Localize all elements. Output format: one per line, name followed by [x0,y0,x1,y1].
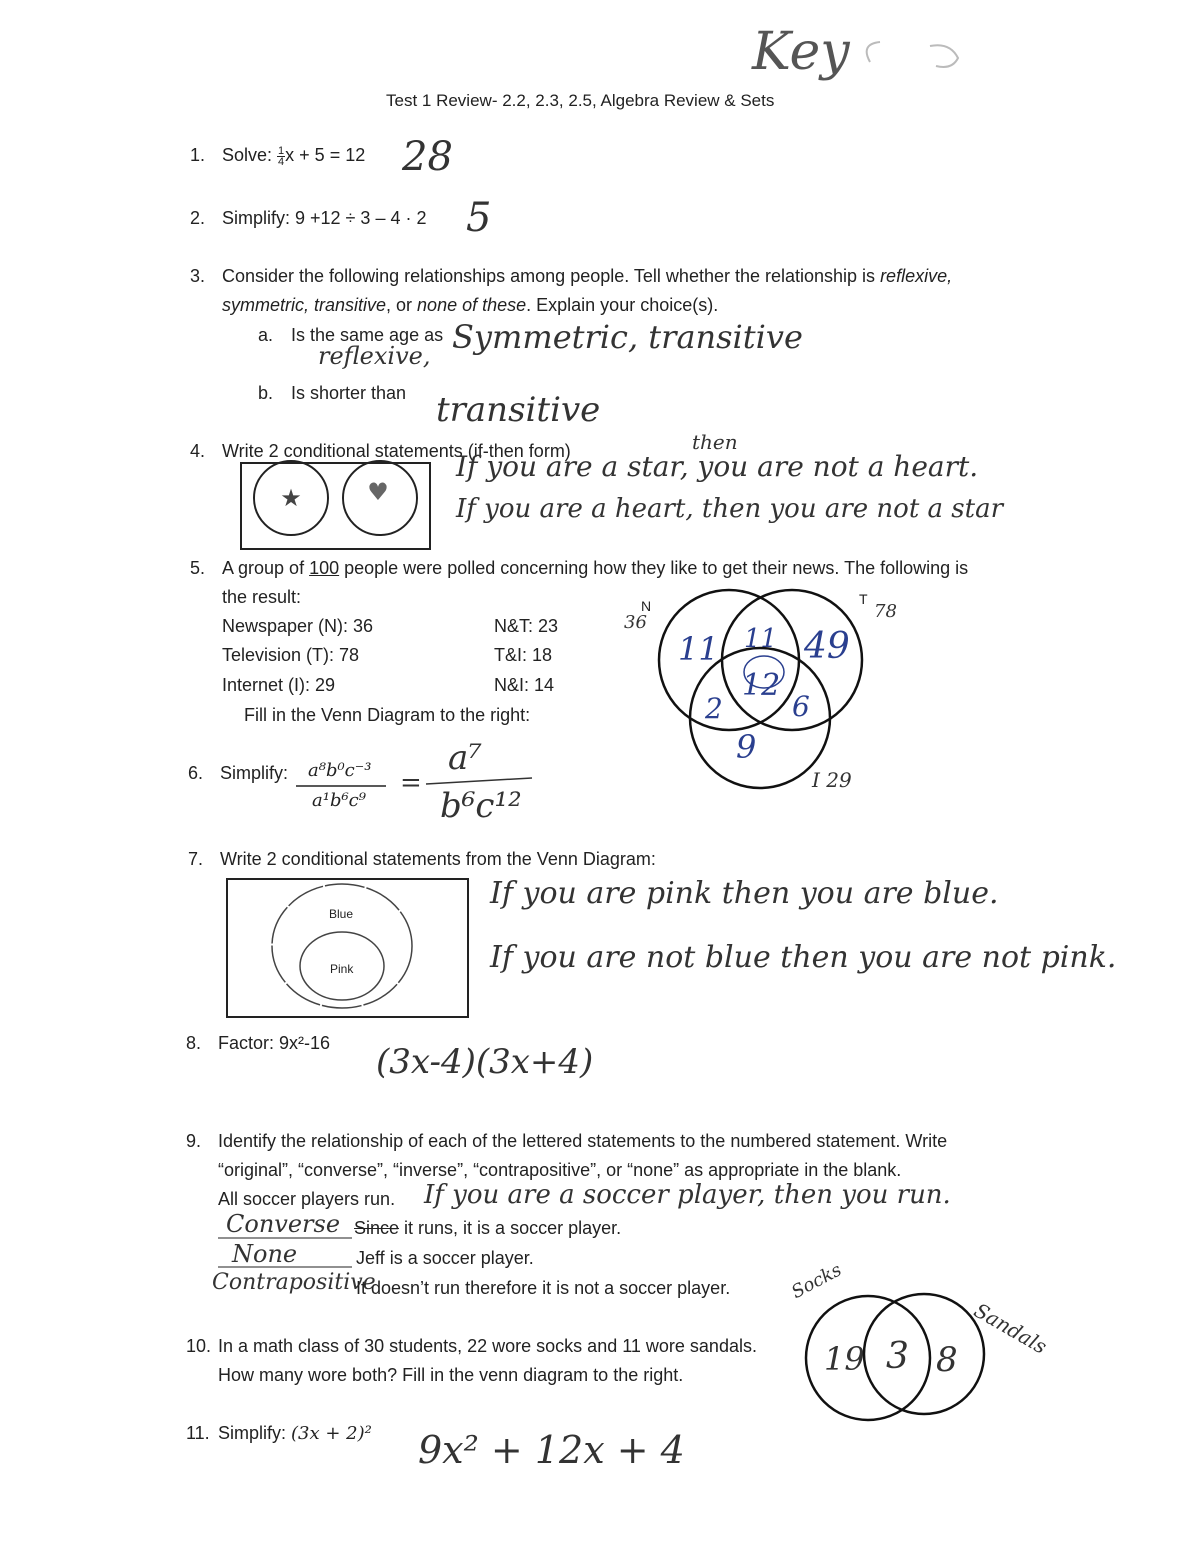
q3a-text: Is the same age as [291,325,444,345]
key-circle-mark [867,42,958,67]
venn3-ti-only: 6 [792,690,810,723]
venn2-circle-sandals [864,1294,984,1414]
q3b-text: Is shorter than [291,383,407,403]
q7-box [227,879,468,1017]
venn3-nt-only: 11 [744,624,778,654]
venn3-circle-t [722,590,862,730]
q2-number: 2. [190,208,206,228]
q9-s3-answer: Contrapositive [212,1270,376,1295]
q4-star-icon: ★ [280,484,302,512]
q6-equals: = [400,768,422,798]
q4-number: 4. [190,441,206,461]
q7-outer-label: Blue [329,907,354,921]
q2-answer: 5 [466,195,492,241]
venn2-circle-socks [806,1296,930,1420]
q4-box [241,463,430,549]
q9-premise-answer: If you are a soccer player, then you run. [424,1180,951,1210]
q6-answer-fraction-bar [426,778,532,784]
q6-label: Simplify: [220,763,289,783]
q10-question-line2: How many wore both? Fill in the venn diagram to the right. [218,1365,684,1385]
q5-nt: N&T: 23 [494,616,559,636]
q5-number: 5. [190,558,206,578]
q7-answer-2: If you are not blue then you are not pink. [490,940,1117,975]
q5-newspaper: Newspaper (N): 36 [222,616,374,636]
q11-answer: 9x² + 12x + 4 [418,1428,685,1472]
venn2-label-socks: Socks [788,1259,846,1303]
q9-s2-statement: Jeff is a soccer player. [356,1248,534,1268]
q5-television: Television (T): 78 [222,645,360,665]
q3-question-line1: Consider the following relationships among people. Tell whether the relationship is reflexive, [222,266,953,286]
q5-question-line1: A group of 100 people were polled concerning how they like to get their news. The following is [222,558,969,578]
q1-answer: 28 [402,134,453,180]
q9-question-line2: “original”, “converse”, “inverse”, “contrapositive”, or “none” as appropriate in the blank. [218,1160,902,1180]
venn3-n-only: 11 [678,630,719,668]
q9-s1-answer: Converse [226,1210,341,1238]
q8-answer: (3x-4)(3x+4) [376,1042,594,1082]
venn3-label-n: N [641,598,652,614]
q7-answer-1: If you are pink then you are blue. [490,876,999,911]
q1-label: Solve: [222,145,273,165]
q9-s2-answer: None [232,1240,298,1268]
venn3-i-only: 9 [736,728,757,766]
q9-premise: All soccer players run. [218,1189,396,1209]
q7-inner-label: Pink [330,962,354,976]
venn3-i-total: I 29 [812,768,852,792]
q1-rest: x + 5 = 12 [285,145,366,165]
q5-question-line2: the result: [222,587,302,607]
q6-numerator: a⁸b⁰c⁻³ [308,760,372,781]
page-title: Test 1 Review- 2.2, 2.3, 2.5, Algebra Review & Sets [386,91,775,110]
q4-answer-insert: then [692,430,738,454]
q1-number: 1. [190,145,206,165]
q5-instruction: Fill in the Venn Diagram to the right: [244,705,531,725]
venn3-t-only: 49 [804,626,850,667]
q2-question: Simplify: 9 +12 ÷ 3 – 4 · 2 [222,208,427,228]
venn3-circle-i [690,648,830,788]
q6-number: 6. [188,763,204,783]
q9-s3-statement: It doesn’t run therefore it is not a soccer player. [356,1278,731,1298]
venn3-n-total: 36 [624,612,647,633]
venn2-both: 3 [886,1336,909,1377]
q4-question: Write 2 conditional statements (if-then form) [222,441,571,461]
q5-ni: N&I: 14 [494,675,555,695]
q3b-answer: transitive [436,390,601,430]
q7-number: 7. [188,849,204,869]
q6-answer-numerator: a⁷ [448,738,482,778]
q3a-label: a. [258,325,274,345]
q4-answer-1: If you are a star, you are not a heart. [456,450,979,483]
q10-number: 10. [186,1336,212,1356]
venn3-label-t: T [859,591,868,607]
venn3-t-total: 78 [874,601,897,622]
q6-denominator: a¹b⁶c⁹ [312,790,366,811]
q3a-answer-insert: reflexive, [318,342,431,370]
q8-question: Factor: 9x²-16 [218,1033,331,1053]
q3b-label: b. [258,383,274,403]
venn3-ni-only: 2 [705,692,723,725]
venn3-center: 12 [742,668,781,703]
venn2-label-sandals: Sandals [970,1298,1052,1359]
q7-inner-circle [300,932,384,1000]
q1-fraction: $\frac{1}{4}$ [278,144,285,168]
q9-number: 9. [186,1131,202,1151]
q6-answer-denominator: b⁶c¹² [440,786,522,826]
q4-heart-icon: ♥ [367,478,389,506]
venn2-socks-only: 19 [824,1340,865,1378]
q11-number: 11. [186,1423,210,1443]
q4-answer-2: If you are a heart, then you are not a star [456,494,1004,524]
q9-s1-statement: Since it runs, it is a soccer player. [354,1218,622,1238]
q5-internet: Internet (I): 29 [222,675,336,695]
q5-ti: T&I: 18 [494,645,553,665]
q8-number: 8. [186,1033,202,1053]
q7-outer-circle [272,884,412,1008]
q3a-answer-main: Symmetric, transitive [452,318,803,356]
q3-question-line2: symmetric, transitive, or none of these. Explain your choice(s). [222,295,719,315]
venn2-sandals-only: 8 [936,1340,958,1380]
q3-number: 3. [190,266,206,286]
q9-question-line1: Identify the relationship of each of the lettered statements to the numbered statement. Write [218,1131,948,1151]
key-mark: Key [752,22,850,82]
venn3-center-ring [744,656,784,688]
q7-question: Write 2 conditional statements from the Venn Diagram: [220,849,656,869]
q11-question: Simplify: (3x + 2)² [218,1423,372,1444]
q10-question-line1: In a math class of 30 students, 22 wore socks and 11 wore sandals. [218,1336,757,1356]
